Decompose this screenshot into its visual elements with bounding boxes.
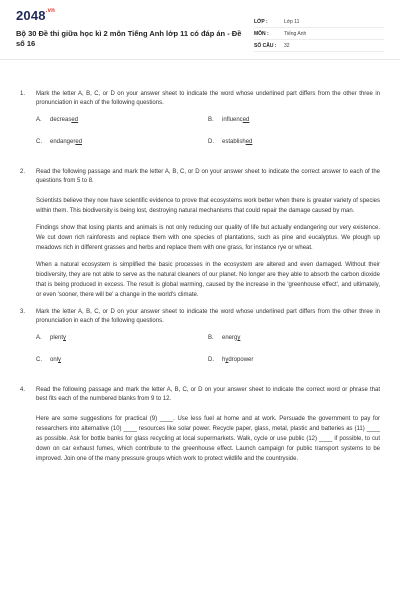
- meta-label: SỐ CÂU :: [254, 42, 277, 49]
- meta-row-question-count: [254, 40, 384, 52]
- meta-value: Lớp 11: [284, 18, 300, 25]
- document-meta: [254, 16, 384, 52]
- question-text: Mark the letter A, B, C, or D on your answer sheet to indicate the word whose underlined part differs from the other three in pronunciation in each of the following questions.: [36, 91, 380, 106]
- option-b[interactable]: B. energy: [208, 335, 241, 341]
- option-d[interactable]: D. hydropower: [208, 357, 254, 363]
- exam-content: [0, 60, 400, 464]
- question-number: 1.: [20, 91, 26, 97]
- answer-options: [36, 334, 380, 378]
- question-4: [20, 386, 380, 464]
- question-2: [20, 168, 380, 300]
- meta-row-class: [254, 16, 384, 28]
- site-logo[interactable]: $2048^{.vn}$: [16, 8, 56, 23]
- option-c[interactable]: C. endangered: [36, 139, 83, 145]
- meta-row-subject: [254, 28, 384, 40]
- question-text: Read the following passage and mark the letter A, B, C, or D on your answer sheet to indicate the correct word or phrase that best fits each of the numbered blanks from 9 to 12.: [36, 387, 380, 402]
- passage-paragraph: Here are some suggestions for practical (9) ____. Use less fuel at home and at work. Persuade the government to pay for researchers into alternative (10) ____ resources like solar power. Recycle paper, glass, metal, plastic and batteries as (11) ____ as possible. Ask for bottle banks for glass recycling at local supermarkets. Walk, cycle or use public (12) ____ if possible, to cut down on car exhaust fumes, which contribute to the greenhouse effect. Launch campaign for public transport systems to be improved. Join one of the many pressure groups which work to protect wildlife and the countryside.: [36, 416, 380, 462]
- passage-paragraph: Findings show that losing plants and animals is not only reducing our quality of life but actually endangering our very existence. We cut down rich rainforests and replace them with one species of plantations, such as pine and eucalyptus. We plough up meadows rich in different grasses and herbs and replace them with one grass, for instance rye or wheat.: [36, 225, 380, 251]
- passage-paragraph: Scientists believe they now have scientific evidence to prove that ecosystems work better when there is greater variety of species within them. This biodiversity is being lost, destroying natural mechanisms that could repair the damage caused by man.: [36, 198, 380, 214]
- question-text: Read the following passage and mark the letter A, B, C, or D on your answer sheet to indicate the correct answer to each of the questions from 5 to 8.: [36, 169, 380, 184]
- question-number: 3.: [20, 309, 26, 315]
- option-b[interactable]: B. influenced: [208, 117, 250, 123]
- option-c[interactable]: C. only: [36, 357, 62, 363]
- meta-label: LỚP :: [254, 18, 268, 25]
- meta-value: 32: [284, 42, 290, 49]
- document-title: Bộ 30 Đề thi giữa học kì 2 môn Tiếng Anh lớp 11 có đáp án - Đề số 16: [16, 29, 242, 48]
- page-header: [0, 0, 400, 60]
- question-number: 2.: [20, 169, 26, 175]
- meta-value: Tiếng Anh: [284, 30, 307, 37]
- option-a[interactable]: A. plenty: [36, 335, 67, 341]
- passage-paragraph: When a natural ecosystem is simplified the basic processes in the ecosystem are altered and even damaged. Without their biodiversity, they are not able to serve as the natural cleaners of our planet. No longer are they able to absorb the carbon dioxide that is being produced in excess. The result is global warming, caused by the increase in the 'greenhouse effect', and ultimately, or even 'sooner, there will be' a change in the world's climate.: [36, 262, 380, 298]
- answer-options: [36, 116, 380, 160]
- question-number: 4.: [20, 387, 26, 393]
- meta-label: MÔN :: [254, 30, 269, 37]
- option-a[interactable]: A. decreased: [36, 117, 79, 123]
- question-text: Mark the letter A, B, C, or D on your answer sheet to indicate the word whose underlined part differs from the other three in pronunciation in each of the following questions.: [36, 309, 380, 324]
- option-d[interactable]: D. established: [208, 139, 253, 145]
- question-1: [20, 90, 380, 160]
- question-3: [20, 308, 380, 378]
